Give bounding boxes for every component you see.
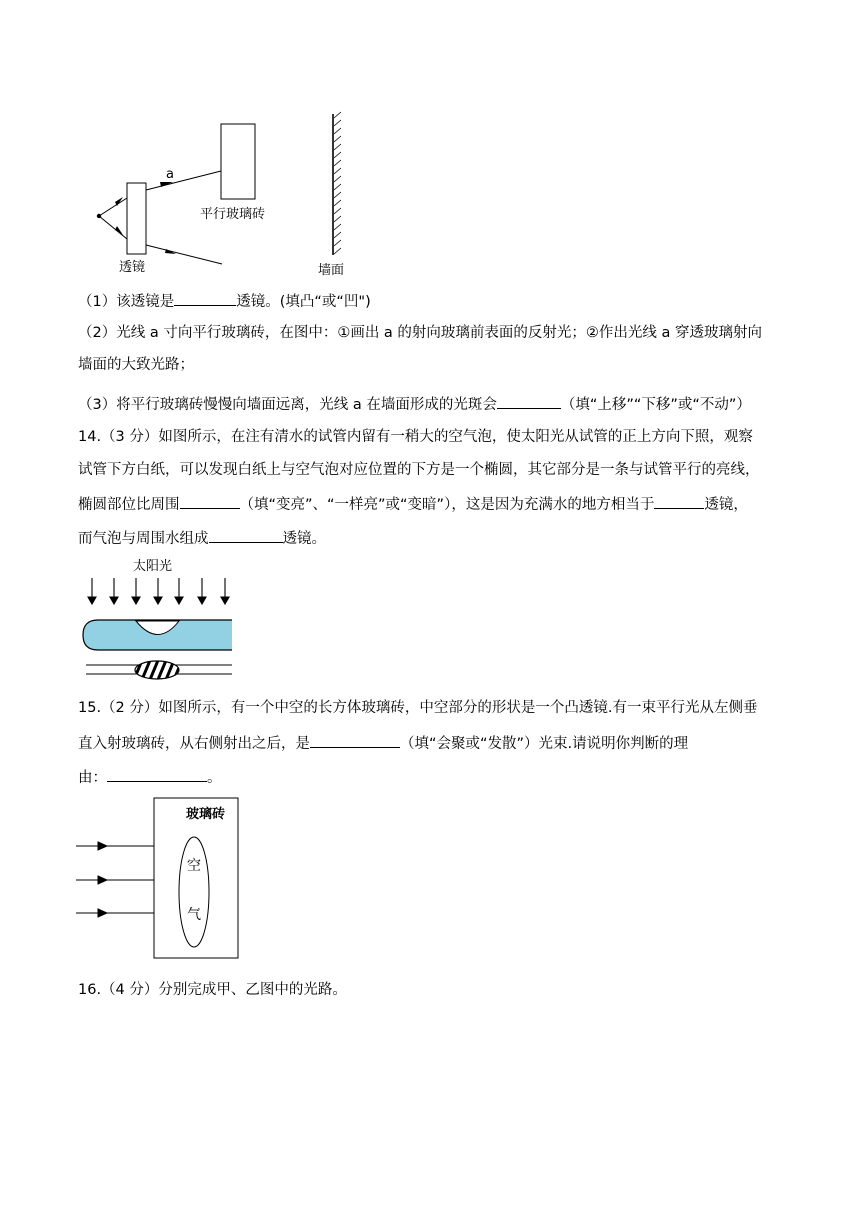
label-brick: 玻璃砖	[186, 807, 226, 822]
q15-line2: 直入射玻璃砖，从右侧射出之后，是 （填“会聚或“发散”）光束.请说明你判断的理	[78, 733, 782, 754]
figure-lens-brick-wall	[80, 108, 370, 280]
q13-part2-line2: 墙面的大致光路；	[78, 357, 194, 373]
q13-part3: （3）将平行玻璃砖慢慢向墙面远离，光线 a 在墙面形成的光斑会 （填“上移”“下移”或“不动”）	[78, 394, 782, 415]
q13-part2-line1: （2）光线 a 寸向平行玻璃砖，在图中：①画出 a 的射向玻璃前表面的反射光；②作出光线 a 穿透玻璃射向	[78, 325, 763, 341]
label-air-1: 空	[187, 858, 201, 874]
q14-line3: 椭圆部位比周围 （填“变亮”、“一样亮”或“变暗”），这是因为充满水的地方相当于 透镜，	[78, 494, 782, 515]
q13-part1: （1）该透镜是 透镜。(填凸“或“凹")	[78, 291, 782, 312]
q14-line1: 14.（3 分）如图所示，在注有清水的试管内留有一稍大的空气泡，使太阳光从试管的正上方向下照，观察	[78, 429, 753, 445]
q16-line1: 16.（4 分）分别完成甲、乙图中的光路。	[78, 982, 347, 998]
lens-rect	[127, 183, 146, 254]
q14-line4: 而气泡与周围水组成 透镜。	[78, 528, 782, 549]
q13-blank-3[interactable]	[497, 394, 561, 409]
label-sunlight: 太阳光	[133, 559, 173, 574]
q15-line3: 由： 。	[78, 767, 782, 788]
q14-line2: 试管下方白纸，可以发现白纸上与空气泡对应位置的下方是一个椭圆，其它部分是一条与试管平行的亮线，	[78, 462, 760, 478]
q14-blank-2[interactable]	[654, 494, 704, 509]
figure-test-tube-bubble	[78, 554, 238, 684]
label-ray-a: a	[166, 167, 174, 182]
figure-hollow-glass-brick	[76, 796, 246, 962]
label-air-2: 气	[187, 907, 201, 923]
glass-brick-rect	[221, 124, 255, 199]
label-lens: 透镜	[119, 260, 146, 275]
convex-air-cavity	[179, 837, 209, 947]
q14-blank-3[interactable]	[209, 528, 283, 543]
q15-line1: 15.（2 分）如图所示，有一个中空的长方体玻璃砖，中空部分的形状是一个凸透镜.有一束平行光从左侧垂	[78, 700, 758, 716]
label-glass-brick: 平行玻璃砖	[200, 207, 266, 222]
q13-blank-1[interactable]	[174, 291, 236, 306]
q14-blank-1[interactable]	[180, 494, 240, 509]
label-wall: 墙面	[318, 263, 345, 278]
q15-blank-1[interactable]	[310, 733, 400, 748]
q15-blank-2[interactable]	[107, 767, 207, 782]
